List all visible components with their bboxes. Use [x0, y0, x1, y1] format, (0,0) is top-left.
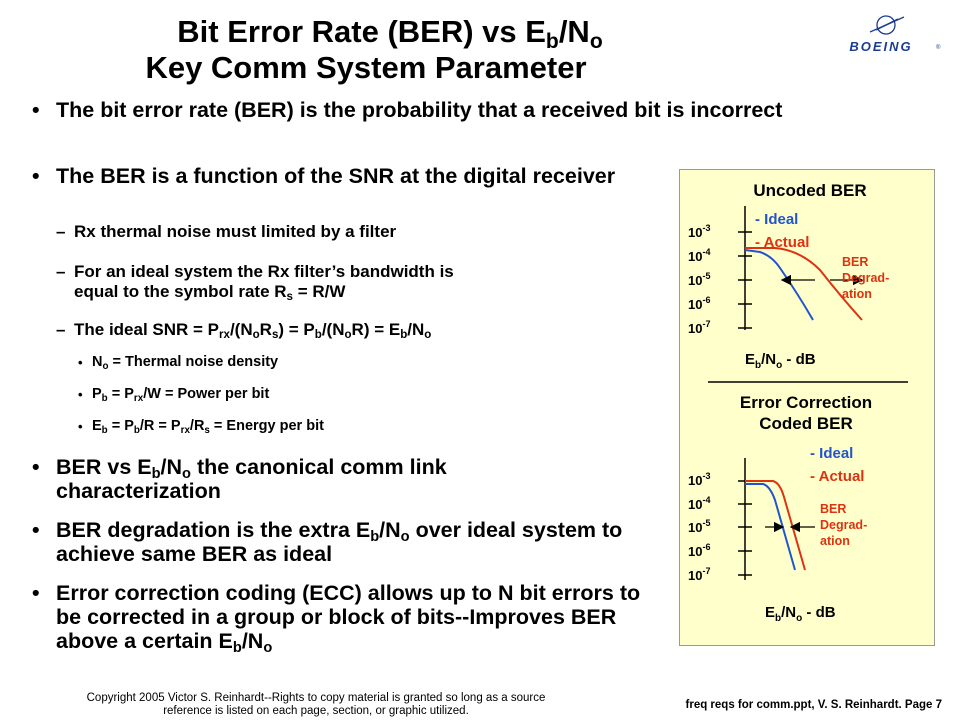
bullet-ecc: • Error correction coding (ECC) allows up to N bit errors to be corrected in a group or block of bits--Improves BER above a certain $E_b/N_o$ — [32, 581, 656, 653]
subsubbullet-power-per-bit: • $P_b = P_{rx}/W$ = Power per bit — [78, 386, 632, 403]
bottom-y-axis — [738, 458, 752, 580]
top-degradation-label-2: Degrad- — [842, 271, 890, 285]
bottom-tick-label: $10^{-5}$ — [688, 518, 711, 535]
slide-title: Bit Error Rate (BER) vs $E_b/N_o$ — [177, 14, 603, 53]
bottom-x-axis-label: $E_b/N_o$ - dB — [765, 604, 836, 624]
subbullet-rx-noise: – Rx thermal noise must limited by a filter — [56, 222, 654, 242]
bottom-tick-label: $10^{-3}$ — [688, 471, 711, 488]
top-y-axis — [738, 206, 752, 330]
bottom-legend-ideal: - Ideal — [810, 445, 854, 462]
coded-ber-title-2: Coded BER — [759, 414, 853, 433]
bullet-ber-canonical: • BER vs $E_b/N_o$ the canonical comm link characterization — [32, 455, 616, 503]
bottom-tick-label: $10^{-7}$ — [688, 566, 711, 583]
top-tick-label: $10^{-7}$ — [688, 319, 711, 336]
bullet-ber-degradation: • BER degradation is the extra $E_b/N_o$ over ideal system to achieve same BER as ideal — [32, 518, 656, 566]
bottom-tick-label: $10^{-4}$ — [688, 495, 711, 512]
top-tick-label: $10^{-6}$ — [688, 295, 711, 312]
coded-ber-title-1: Error Correction — [739, 393, 873, 412]
top-tick-label: $10^{-4}$ — [688, 247, 711, 264]
bullet-ber-snr: • The BER is a function of the SNR at the digital receiver — [32, 164, 656, 188]
bullet-ber-definition: • The bit error rate (BER) is the probability that a received bit is incorrect — [32, 98, 836, 122]
top-tick-label: $10^{-5}$ — [688, 271, 711, 288]
uncoded-ber-title: Uncoded BER — [753, 181, 867, 200]
bottom-legend-actual: - Actual — [810, 468, 865, 485]
top-x-axis-label: $E_b/N_o$ - dB — [745, 351, 816, 371]
subsubbullet-energy-per-bit: • $E_b = P_b/R = P_{rx}/R_s$ = Energy per bit — [78, 418, 632, 435]
top-degradation-label-3: ation — [842, 287, 872, 301]
page-reference: freq reqs for comm.ppt, V. S. Reinhardt. Page 7 — [685, 699, 942, 711]
top-tick-label: $10^{-3}$ — [688, 223, 711, 240]
copyright-line-1: Copyright 2005 Victor S. Reinhardt--Rights to copy material is granted so long as a source — [86, 692, 546, 704]
bottom-tick-label: $10^{-6}$ — [688, 542, 711, 559]
registered-mark: ® — [936, 45, 941, 51]
top-legend-ideal: - Ideal — [755, 211, 799, 228]
copyright-footer — [46, 692, 586, 718]
subbullet-rx-filter: – For an ideal system the Rx filter’s bandwidth is equal to the symbol rate $R_s = R/W$ — [56, 262, 654, 301]
subbullet-ideal-snr: – The ideal SNR = $P_{rx}/(N_oR_s) = P_b/(N_oR) = E_b/N_o$ — [56, 320, 654, 340]
copyright-line-2: reference is listed on each page, section, or graphic utilized. — [163, 705, 469, 717]
ber-diagram-panel — [679, 169, 935, 646]
top-legend-actual: - Actual — [755, 234, 810, 251]
bottom-degradation-label-1: BER — [820, 502, 847, 516]
boeing-wordmark: BOEING — [849, 39, 913, 54]
top-degradation-label-1: BER — [842, 255, 869, 269]
slide-subtitle: Key Comm System Parameter — [145, 50, 587, 85]
bottom-degradation-label-2: Degrad- — [820, 518, 868, 532]
ber-diagrams — [680, 170, 934, 645]
subsubbullet-noise-density: • $N_o$ = Thermal noise density — [78, 354, 632, 371]
bottom-degradation-label-3: ation — [820, 534, 850, 548]
bottom-actual-curve — [745, 481, 805, 570]
top-ideal-curve — [745, 250, 813, 320]
boeing-logo — [818, 8, 943, 56]
boeing-symbol-icon — [870, 16, 904, 34]
